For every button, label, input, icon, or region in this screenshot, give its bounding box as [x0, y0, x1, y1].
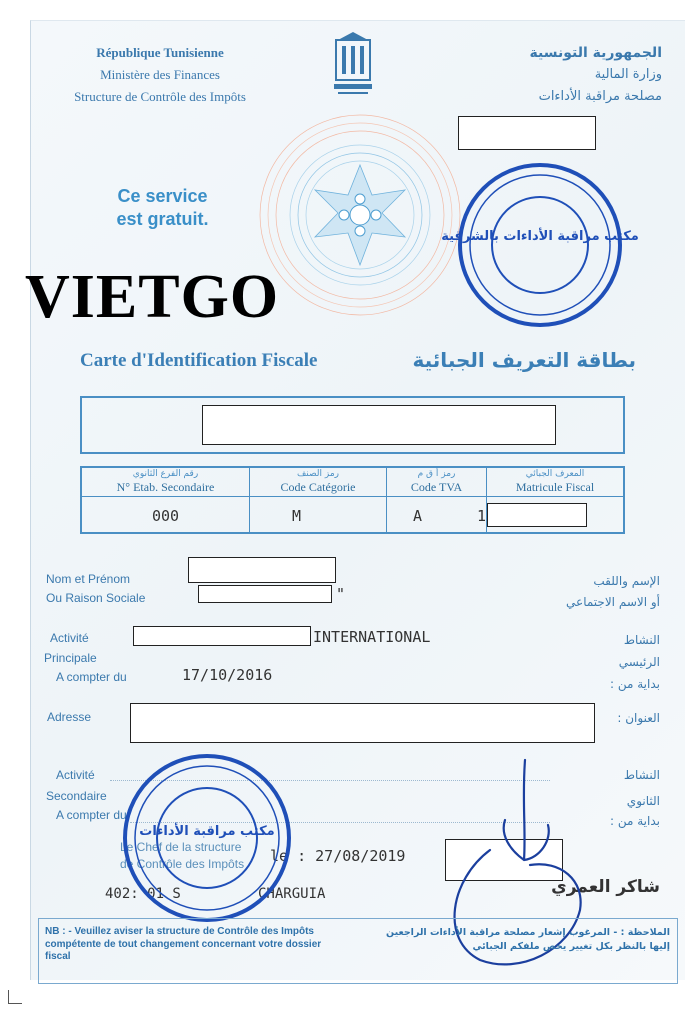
label-principale-ar: الرئيسي — [618, 655, 660, 669]
tva-value: A — [413, 507, 423, 525]
office-name: CHARGUIA — [258, 886, 326, 902]
label-sec-activity-fr: Activité — [56, 768, 95, 782]
col-tva — [387, 468, 487, 532]
header-structure: Structure de Contrôle des Impôts — [74, 89, 246, 104]
label-secondaire-fr: Secondaire — [46, 789, 107, 803]
label-address-ar: العنوان : — [617, 711, 660, 725]
header-ministry-ar: وزارة المالية — [594, 67, 662, 82]
header-republic-ar: الجمهورية التونسية — [529, 45, 662, 61]
label-principale-fr: Principale — [44, 651, 97, 665]
signer-name-ar: شاكر العمري — [551, 877, 660, 897]
office-code: 402: 01 S — [105, 886, 181, 902]
matricule-value: 1 — [477, 507, 487, 525]
activity-value: INTERNATIONAL — [313, 628, 431, 646]
issue-date: le : 27/08/2019 — [270, 847, 406, 865]
redacted-name-2 — [198, 585, 332, 603]
redacted-activity — [133, 626, 311, 646]
header-arabic — [462, 42, 662, 108]
label-activity-ar: النشاط — [623, 633, 660, 647]
header-structure-ar: مصلحة مراقبة الأداءات — [538, 89, 662, 104]
redacted-serial — [458, 116, 596, 150]
guilloche-rosette-icon — [250, 105, 470, 325]
label-address-fr: Adresse — [47, 710, 92, 724]
free-service-line2: est gratuit. — [116, 209, 209, 229]
taxpayer-name-box — [80, 396, 625, 454]
free-service-line1: Ce service — [117, 186, 208, 206]
redacted-taxpayer-name — [202, 405, 556, 445]
free-service-note — [95, 185, 230, 231]
card-title-fr: Carte d'Identification Fiscale — [80, 350, 318, 371]
category-value: M — [292, 507, 302, 525]
col-secondary-estab — [82, 468, 250, 532]
label-start-ar: بداية من : — [610, 677, 660, 691]
tax-office-stamp-top — [441, 160, 639, 330]
label-sec-start-fr: A compter du — [56, 808, 127, 822]
redacted-name-1 — [188, 557, 336, 583]
chief-label-line1: Le Chef de la structure — [120, 840, 242, 854]
label-secondaire-ar: الثانوي — [626, 794, 660, 808]
chief-label-line2: de Contrôle des Impôts — [120, 857, 245, 871]
start-date-value: 17/10/2016 — [182, 666, 273, 684]
label-name-ar: الإسم واللقب — [593, 574, 660, 588]
col-category-ar: رمز الصنف — [296, 469, 340, 479]
header-french — [55, 42, 265, 108]
label-name-fr: Nom et Prénom — [46, 572, 131, 586]
vietgo-watermark: VIETGO — [25, 263, 280, 331]
col-secondary-estab-fr: N° Etab. Secondaire — [116, 480, 215, 494]
stamp-top-text: مكتب مراقبة الأداءات بالشرقية — [441, 229, 639, 244]
col-secondary-estab-ar: رقم الفرع الثانوي — [132, 469, 199, 479]
col-category-fr: Code Catégorie — [280, 480, 356, 494]
col-matricule-fr: Matricule Fiscal — [515, 480, 595, 494]
card-title-ar: بطاقة التعريف الجبائية — [412, 348, 636, 372]
label-raison-fr: Ou Raison Sociale — [46, 591, 146, 605]
col-category — [250, 468, 387, 532]
label-raison-ar: أو الاسم الاجتماعي — [566, 595, 660, 609]
redacted-address — [130, 703, 595, 743]
footer-note-fr: NB : - Veuillez aviser la structure de Contrôle des Impôts compétente de tout changement concernant votre dossier fiscal — [45, 926, 322, 962]
header-republic: République Tunisienne — [96, 45, 224, 60]
footer-note-ar: الملاحظة : - المرغوب إشعار مصلحة مراقبة الأداءات الراجعين إليها بالنظر بكل تغيير يخص ملفكم الجبائي — [386, 927, 670, 952]
label-sec-start-ar: بداية من : — [610, 814, 660, 828]
label-start-fr: A compter du — [56, 670, 127, 684]
redacted-matricule — [487, 503, 587, 527]
ministry-emblem-icon — [328, 30, 378, 100]
name-quote: " — [336, 585, 346, 603]
col-matricule-ar: المعرف الجبائي — [525, 469, 585, 479]
header-ministry: Ministère des Finances — [100, 67, 220, 82]
tax-office-stamp-bottom — [115, 750, 300, 925]
col-tva-fr: Code TVA — [410, 480, 463, 494]
label-activity-fr: Activité — [50, 631, 89, 645]
secondary-estab-value: 000 — [152, 507, 180, 525]
label-sec-activity-ar: النشاط — [623, 768, 660, 782]
crop-mark — [8, 990, 22, 1004]
col-tva-ar: رمز أ ق م — [417, 469, 456, 479]
stamp-bottom-text: مكتب مراقبة الأداءات — [139, 824, 275, 839]
